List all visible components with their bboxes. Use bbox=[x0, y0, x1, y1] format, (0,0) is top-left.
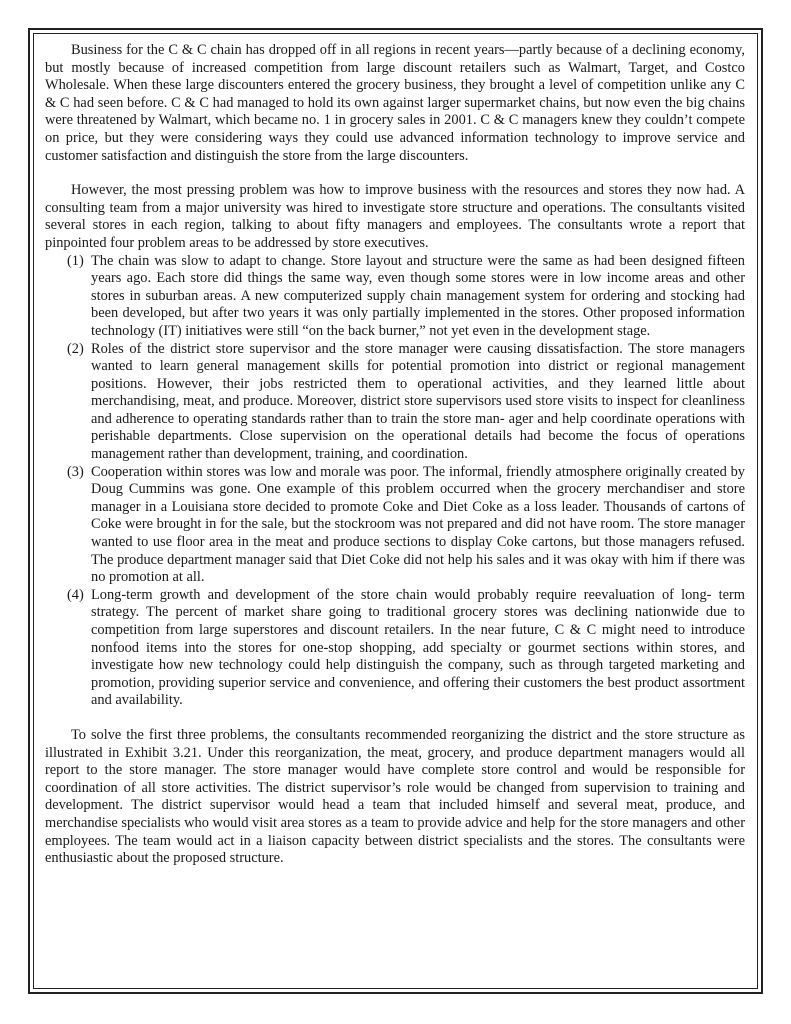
list-item-text: The chain was slow to adapt to change. Store layout and structure were the same as had been designed fifteen years ago. Each store did things the same way, even though some stores were in low income areas and other stores in suburban areas. A new computerized supply chain management system for ordering and stocking had been developed, but after two years it was only partially implemented in the stores. Other proposed information technology (IT) initiatives were still “on the back burner,” not yet even in the development stage. bbox=[91, 252, 745, 339]
list-item bbox=[45, 464, 745, 587]
list-item-number: (1) bbox=[67, 252, 84, 269]
list-item-text: Cooperation within stores was low and morale was poor. The informal, friendly atmosphere originally created by Doug Cummins was gone. One example of this problem occurred when the grocery merchandiser and store manager in a Louisiana store decided to promote Coke and Diet Coke as a loss leader. Thousands of cartons of Coke were brought in for the sale, but the stockroom was not prepared and did not have room. The store manager wanted to use floor area in the meat and produce sections to display Coke cartons, but those managers refused. The produce department manager said that Diet Coke did not help his sales and it was okay with him if there was no promotion at all. bbox=[91, 463, 745, 586]
list-item-number: (3) bbox=[67, 463, 84, 480]
list-item bbox=[45, 587, 745, 710]
list-item-text: Roles of the district store supervisor and the store manager were causing dissatisfaction. The store managers wanted to learn general management skills for potential promotion into district or regional management positions. However, their jobs restricted them to operational activities, and they learned little about merchandising, meat, and produce. Moreover, district store supervisors used store visits to inspect for cleanliness and adherence to operating standards rather than to train the store man- ager and help coordinate operations with perishable departments. Close supervision on the operational details had become the focus of operations management rather than development, training, and coordination. bbox=[91, 340, 745, 463]
document-body bbox=[45, 42, 745, 868]
intro-paragraph: Business for the C & C chain has dropped off in all regions in recent years—partly because of a declining economy, but mostly because of increased competition from large discount retailers such as Walmart, Target, and Costco Wholesale. When these large discounters entered the grocery business, they brought a level of competition unlike any C & C had seen before. C & C had managed to hold its own against larger supermarket chains, but now even the big chains were threatened by Walmart, which became no. 1 in grocery sales in 2001. C & C managers knew they couldn’t compete on price, but they were considering ways they could use advanced information technology to improve service and customer satisfaction and distinguish the store from the large discounters. bbox=[45, 42, 745, 164]
list-item bbox=[45, 253, 745, 341]
consultants-paragraph: However, the most pressing problem was how to improve business with the resources and stores they now had. A consulting team from a major university was hired to investigate store structure and operations. The consultants visited several stores in each region, talking to about fifty managers and employees. The consultants wrote a report that pinpointed four problem areas to be addressed by store executives. bbox=[45, 182, 745, 251]
list-item-text: Long-term growth and development of the store chain would probably require reevaluation of long- term strategy. The percent of market share going to traditional grocery stores was declining nationwide due to competition from large superstores and discount retailers. In the near future, C & C might need to introduce nonfood items into the stores for one-stop shopping, add specialty or gourmet sections within stores, and investigate how new technology could help distinguish the company, such as through targeted marketing and promotion, providing superior service and convenience, and offering their customers the best product assortment and availability. bbox=[91, 586, 745, 709]
list-item bbox=[45, 341, 745, 464]
conclusion-paragraph: To solve the first three problems, the consultants recommended reorganizing the district and the store structure as illustrated in Exhibit 3.21. Under this reorganization, the meat, grocery, and produce department managers would all report to the store manager. The store manager would have complete store control and would be responsible for coordination of all store activities. The district supervisor’s role would be changed from supervision to training and development. The district supervisor would head a team that included himself and several meat, produce, and merchandise specialists who would visit area stores as a team to provide advice and help for the store managers and other employees. The team would act in a liaison capacity between district specialists and the stores. The consultants were enthusiastic about the proposed structure. bbox=[45, 726, 745, 867]
problem-list bbox=[45, 253, 745, 710]
list-item-number: (4) bbox=[67, 586, 84, 603]
list-item-number: (2) bbox=[67, 340, 84, 357]
